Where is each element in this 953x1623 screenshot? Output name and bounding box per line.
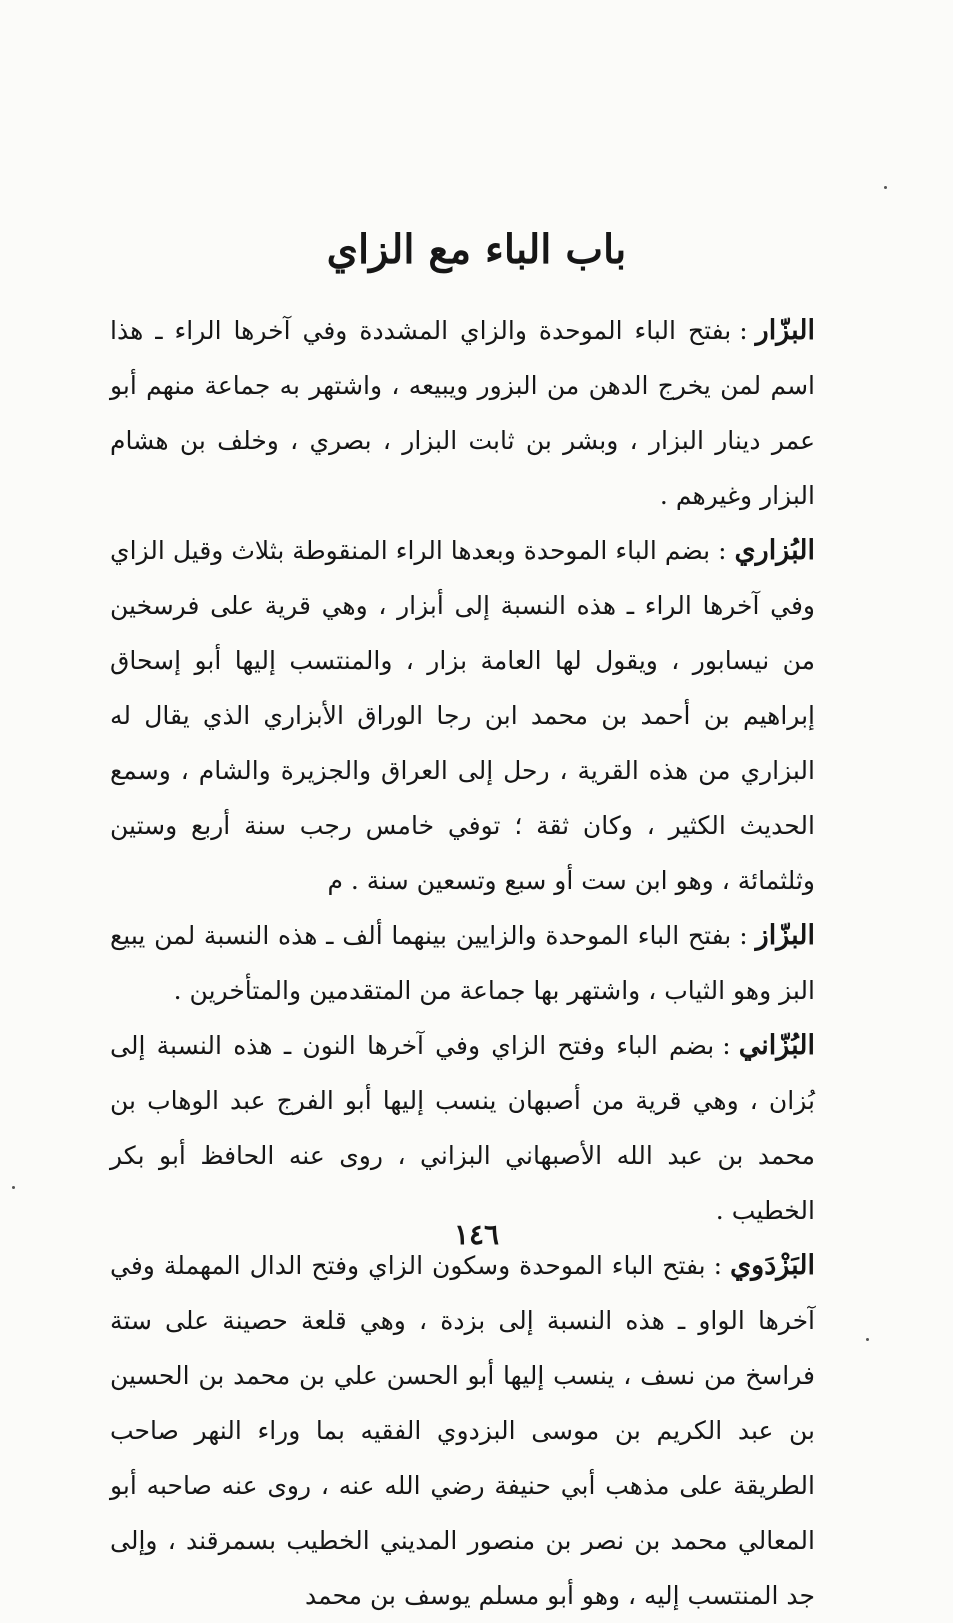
entry-headword: البَزْدَوي xyxy=(730,1250,815,1281)
entry-headword: البزّاز xyxy=(755,920,815,951)
entry-buzzani xyxy=(110,1018,815,1238)
scan-speck xyxy=(12,1186,15,1189)
entry-headword: البزّار xyxy=(755,315,815,346)
entry-separator: : xyxy=(718,536,727,565)
entry-headword: البُزاري xyxy=(734,535,815,566)
entry-headword: البُزّاني xyxy=(738,1030,815,1061)
entry-separator: : xyxy=(739,921,748,950)
entry-bazdawi xyxy=(110,1238,815,1623)
entry-text: بضم الباء الموحدة وبعدها الراء المنقوطة بثلاث وقيل الزاي وفي آخرها الراء ـ هذه النسبة إلى أبزار ، وهي قرية على فرسخين من نيسابور ، ويقول لها العامة بزار ، والمنتسب إليها أبو إسحاق إبراهيم بن أحمد بن محمد ابن رجا الوراق الأبزاري الذي يقال له البزاري من هذه القرية ، رحل إلى العراق والجزيرة والشام ، وسمع الحديث الكثير ، وكان ثقة ؛ توفي خامس رجب سنة أربع وستين وثلثمائة ، وهو ابن ست أو سبع وتسعين سنة . م xyxy=(110,536,815,895)
entries-body xyxy=(110,303,815,1623)
entry-text: بفتح الباء الموحدة والزاي المشددة وفي آخرها الراء ـ هذا اسم لمن يخرج الدهن من البزور ويبيعه ، واشتهر به جماعة منهم أبو عمر دينار البزار ، وبشر بن ثابت البزار ، بصري ، وخلف بن هشام البزار وغيرهم . xyxy=(110,316,815,510)
entry-text: بضم الباء وفتح الزاي وفي آخرها النون ـ هذه النسبة إلى بُزان ، وهي قرية من أصبهان ينسب إليها أبو الفرج عبد الوهاب بن محمد بن عبد الله الأصبهاني البزاني ، روى عنه الحافظ أبو بكر الخطيب . xyxy=(110,1031,815,1225)
entry-bazzaz xyxy=(110,908,815,1018)
scan-speck xyxy=(884,186,887,189)
entry-text: بفتح الباء الموحدة والزايين بينهما ألف ـ هذه النسبة لمن يبيع البز وهو الثياب ، واشتهر بها جماعة من المتقدمين والمتأخرين . xyxy=(110,921,815,1005)
page-number: ١٤٦ xyxy=(453,1218,500,1251)
entry-separator: : xyxy=(713,1251,723,1280)
entry-separator: : xyxy=(739,316,748,345)
scan-speck xyxy=(866,1338,869,1341)
entry-bazzar xyxy=(110,303,815,523)
entry-buzari xyxy=(110,523,815,908)
entry-text: بفتح الباء الموحدة وسكون الزاي وفتح الدال المهملة وفي آخرها الواو ـ هذه النسبة إلى بزدة ، وهي قلعة حصينة على ستة فراسخ من نسف ، ينسب إليها أبو الحسن علي بن محمد بن الحسين بن عبد الكريم بن موسى البزدوي الفقيه بما وراء النهر صاحب الطريقة على مذهب أبي حنيفة رضي الله عنه ، روى عنه صاحبه أبو المعالي محمد بن نصر بن منصور المديني الخطيب بسمرقند ، وإلى جد المنتسب إليه ، وهو أبو مسلم يوسف بن محمد xyxy=(110,1251,815,1610)
chapter-title: باب الباء مع الزاي xyxy=(326,226,627,273)
entry-separator: : xyxy=(722,1031,731,1060)
